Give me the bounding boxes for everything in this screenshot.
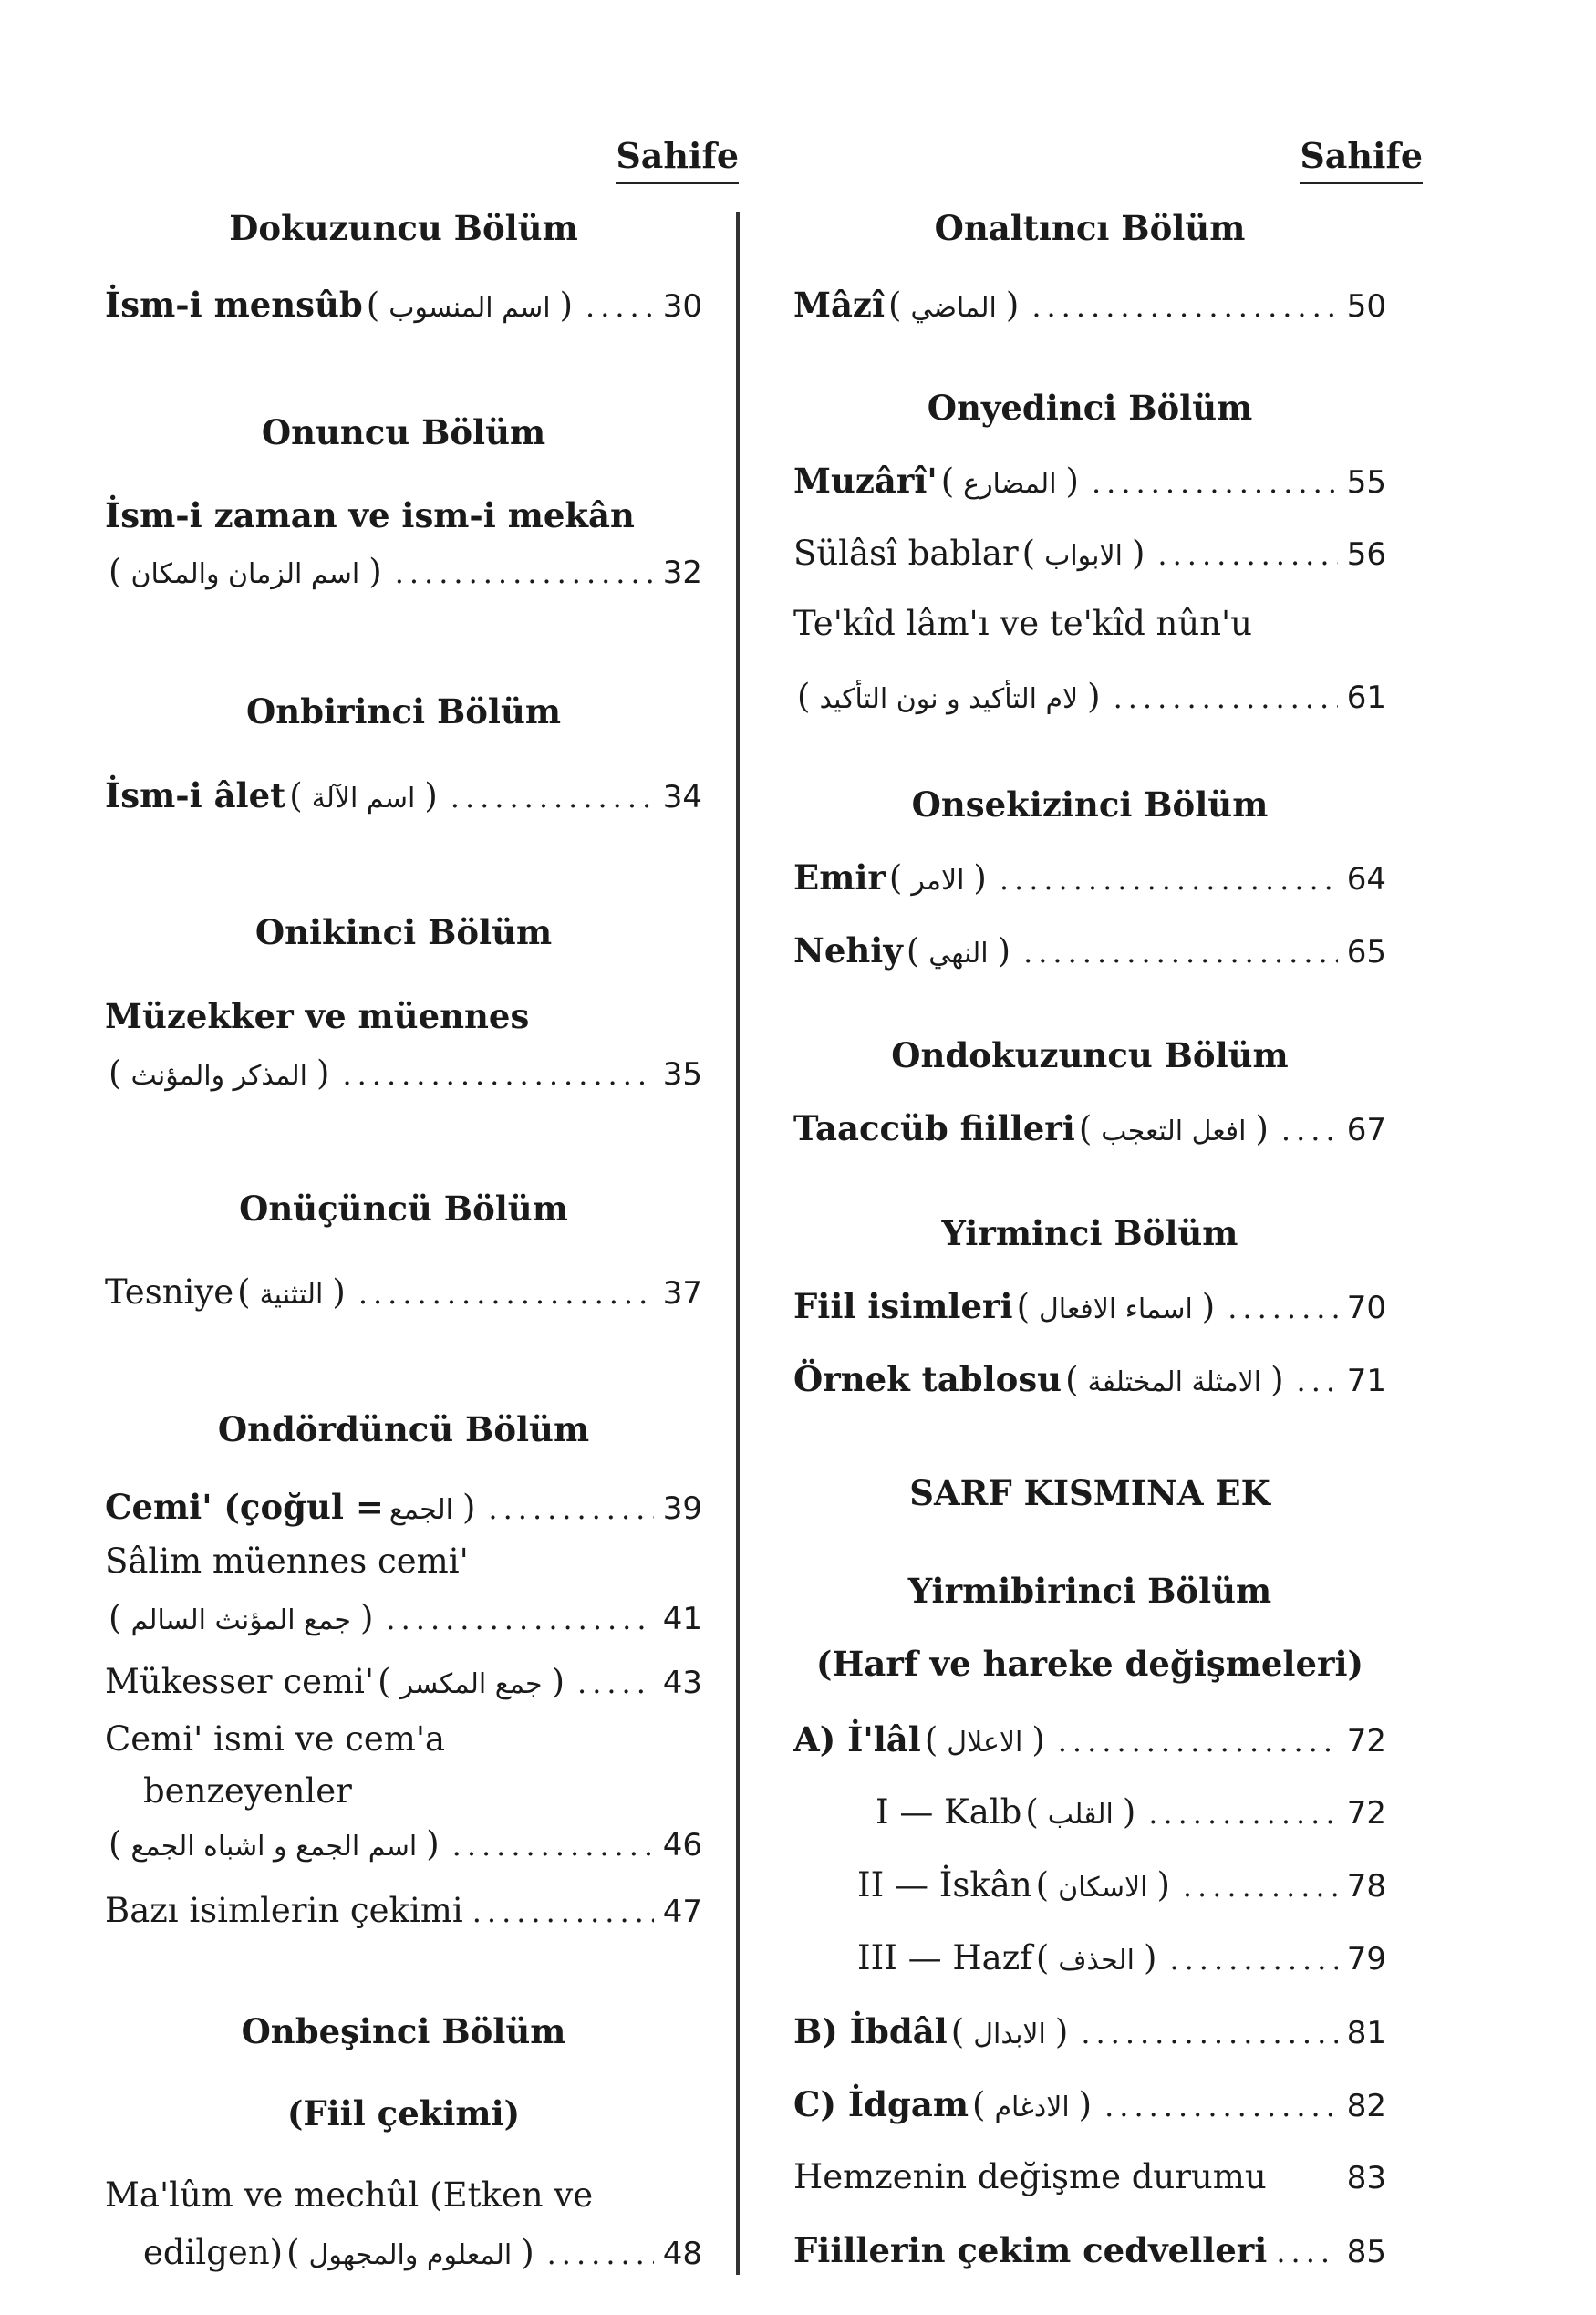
toc-entry[interactable]: ( لام التأكيد و نون التأكيد ) ..... 61 [793,677,1386,716]
section-heading: Onyedinci Bölüm [927,388,1253,428]
toc-entry[interactable]: ( اسم الجمع و اشباه الجمع ) ..... 46 [105,1824,702,1863]
toc-entry[interactable]: II — İskân ( الاسكان ) ..... 78 [793,1865,1386,1905]
entry-title-line: Müzekker ve müennes [105,996,530,1036]
toc-entry[interactable]: C) İdgam ( الادغام ) ..... 82 [793,2084,1386,2124]
toc-entry[interactable]: Fiil isimleri ( اسماء الافعال ) ..... 70 [793,1286,1386,1326]
section-heading: Onbirinci Bölüm [245,691,562,732]
toc-entry[interactable]: Mâzî ( الماضي ) ..... 50 [793,285,1386,325]
section-subheading: (Harf ve hareke değişmeleri) [815,1644,1364,1684]
entry-title-line: benzeyenler [143,1771,352,1811]
toc-entry[interactable]: Taaccüb fiilleri ( افعل التعجب ) ..... 67 [793,1108,1386,1148]
toc-entry[interactable]: Cemi' (çoğul = الجمع ) ..... 39 [105,1487,702,1527]
toc-entry[interactable]: Mükesser cemi' ( جمع المكسر ) ..... 43 [105,1662,702,1701]
section-subheading: (Fiil çekimi) [286,2093,521,2133]
toc-entry[interactable]: III — Hazf ( الحذف ) ..... 79 [793,1938,1386,1978]
entry-title-line: Sâlim müennes cemi' [105,1542,469,1581]
entry-title-line: Te'kîd lâm'ı ve te'kîd nûn'u [793,604,1253,643]
entry-title-line: Cemi' ismi ve cem'a [105,1719,446,1759]
toc-entry[interactable]: İsm-i âlet ( اسم الآلة ) ..... 34 [105,775,702,815]
sahife-label-left: Sahife [616,135,739,184]
toc-entry[interactable]: Nehiy ( النهي ) ..... 65 [793,930,1386,971]
toc-entry[interactable]: B) İbdâl ( الابدال ) ..... 81 [793,2011,1386,2051]
section-heading: Onikinci Bölüm [254,912,553,952]
toc-entry[interactable]: ( المذكر والمؤنث ) ..... 35 [105,1054,702,1093]
column-divider [736,212,740,2275]
toc-entry[interactable]: edilgen) ( المعلوم والمجهول ) ..... 48 [105,2233,702,2272]
section-heading: Yirmibirinci Bölüm [907,1571,1272,1611]
toc-entry[interactable]: Emir ( الامر ) ..... 64 [793,857,1386,898]
section-heading: Onüçüncü Bölüm [239,1189,568,1229]
toc-entry[interactable]: Bazı isimlerin çekimi ..... 47 [105,1891,702,1930]
section-heading: Ondördüncü Bölüm [217,1409,590,1449]
toc-entry[interactable]: I — Kalb ( القلب ) ..... 72 [793,1792,1386,1832]
section-heading: Yirminci Bölüm [941,1213,1238,1253]
toc-entry[interactable]: Sülâsî bablar ( الابواب ) ..... 56 [793,534,1386,573]
toc-entry[interactable]: İsm-i mensûb ( اسم المنسوب ) ..... 30 [105,285,702,325]
section-heading: Onsekizinci Bölüm [911,784,1269,825]
toc-entry[interactable]: Muzârî' ( المضارع ) ..... 55 [793,461,1386,501]
entry-title-line: İsm-i zaman ve ism-i mekân [105,495,635,535]
toc-entry[interactable]: A) İ'lâl ( الاعلال ) ..... 72 [793,1719,1386,1760]
toc-entry[interactable]: Örnek tablosu ( الامثلة المختلفة ) ..... 71 [793,1359,1386,1399]
entry-title-line: Ma'lûm ve mechûl (Etken ve [105,2175,594,2215]
section-heading: Onuncu Bölüm [261,412,546,452]
section-heading: Onbeşinci Bölüm [241,2011,566,2051]
section-heading: Onaltıncı Bölüm [934,208,1246,248]
section-heading: Dokuzuncu Bölüm [229,208,578,248]
toc-entry[interactable]: Hemzenin değişme durumu 83 [793,2157,1386,2196]
appendix-heading: SARF KISMINA EK [909,1473,1270,1513]
toc-entry[interactable]: ( اسم الزمان والمكان ) ..... 32 [105,552,702,591]
sahife-label-right: Sahife [1300,135,1423,184]
toc-entry[interactable]: Fiillerin çekim cedvelleri ..... 85 [793,2230,1386,2270]
toc-entry[interactable]: Tesniye ( التثنية ) ..... 37 [105,1272,702,1312]
toc-entry[interactable]: ( جمع المؤنث السالم ) ..... 41 [105,1598,702,1637]
section-heading: Ondokuzuncu Bölüm [891,1035,1289,1075]
